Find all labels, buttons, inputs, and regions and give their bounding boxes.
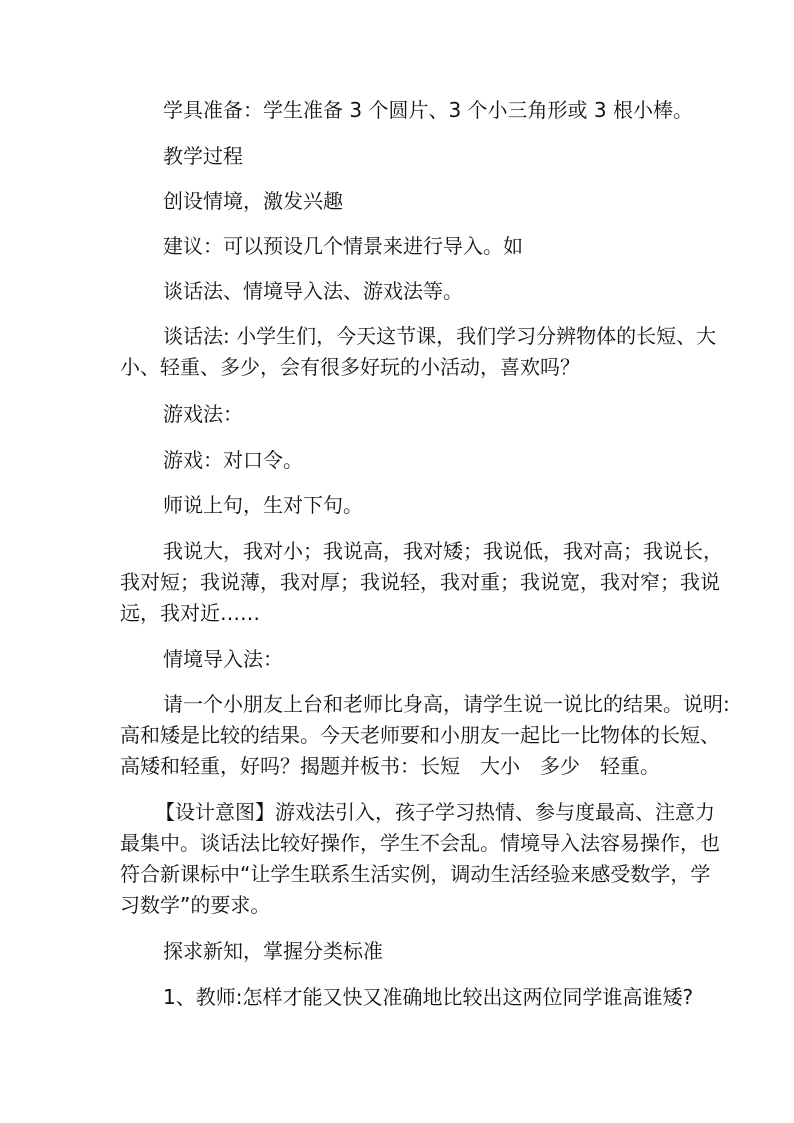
section-heading-process: 教学过程 <box>163 144 243 168</box>
game-name-line: 游戏：对口令。 <box>163 448 303 472</box>
game-method-heading: 游戏法： <box>163 402 243 426</box>
design-intent-line-1: 【设计意图】游戏法引入，孩子学习热情、参与度最高、注意力 <box>155 800 715 824</box>
situation-content-line-1: 请一个小朋友上台和老师比身高，请学生说一说比的结果。说明: <box>163 692 730 716</box>
design-intent-line-2: 最集中。谈话法比较好操作，学生不会乱。情境导入法容易操作，也 <box>120 831 720 855</box>
game-rule-line: 师说上句，生对下句。 <box>163 493 363 517</box>
game-content-line-1: 我说大，我对小；我说高，我对矮；我说低，我对高；我说长， <box>163 539 723 563</box>
teacher-question-line: 1、教师:怎样才能又快又准确地比较出这两位同学谁高谁矮? <box>163 985 694 1009</box>
situation-content-line-2: 高和矮是比较的结果。今天老师要和小朋友一起比一比物体的长短、 <box>120 723 720 747</box>
game-content-line-3: 远，我对近…… <box>120 601 260 625</box>
design-intent-line-3: 符合新课标中“让学生联系生活实例，调动生活经验来感受数学，学 <box>120 862 711 886</box>
materials-line: 学具准备：学生准备 3 个圆片、3 个小三角形或 3 根小棒。 <box>163 98 693 122</box>
talk-method-line-2: 小、轻重、多少，会有很多好玩的小活动，喜欢吗？ <box>120 355 580 379</box>
game-content-line-2: 我对短；我说薄，我对厚；我说轻，我对重；我说宽，我对窄；我说 <box>120 570 720 594</box>
methods-line: 谈话法、情境导入法、游戏法等。 <box>163 279 463 303</box>
subheading-situation: 创设情境，激发兴趣 <box>163 189 343 213</box>
design-intent-line-4: 习数学”的要求。 <box>120 893 271 917</box>
subheading-explore: 探求新知，掌握分类标准 <box>163 939 383 963</box>
situation-method-heading: 情境导入法： <box>163 647 283 671</box>
talk-method-line-1: 谈话法: 小学生们，今天这节课，我们学习分辨物体的长短、大 <box>163 324 717 348</box>
suggestion-line: 建议：可以预设几个情景来进行导入。如 <box>163 234 523 258</box>
situation-content-line-3: 高矮和轻重，好吗？揭题并板书：长短 大小 多少 轻重。 <box>120 754 660 778</box>
